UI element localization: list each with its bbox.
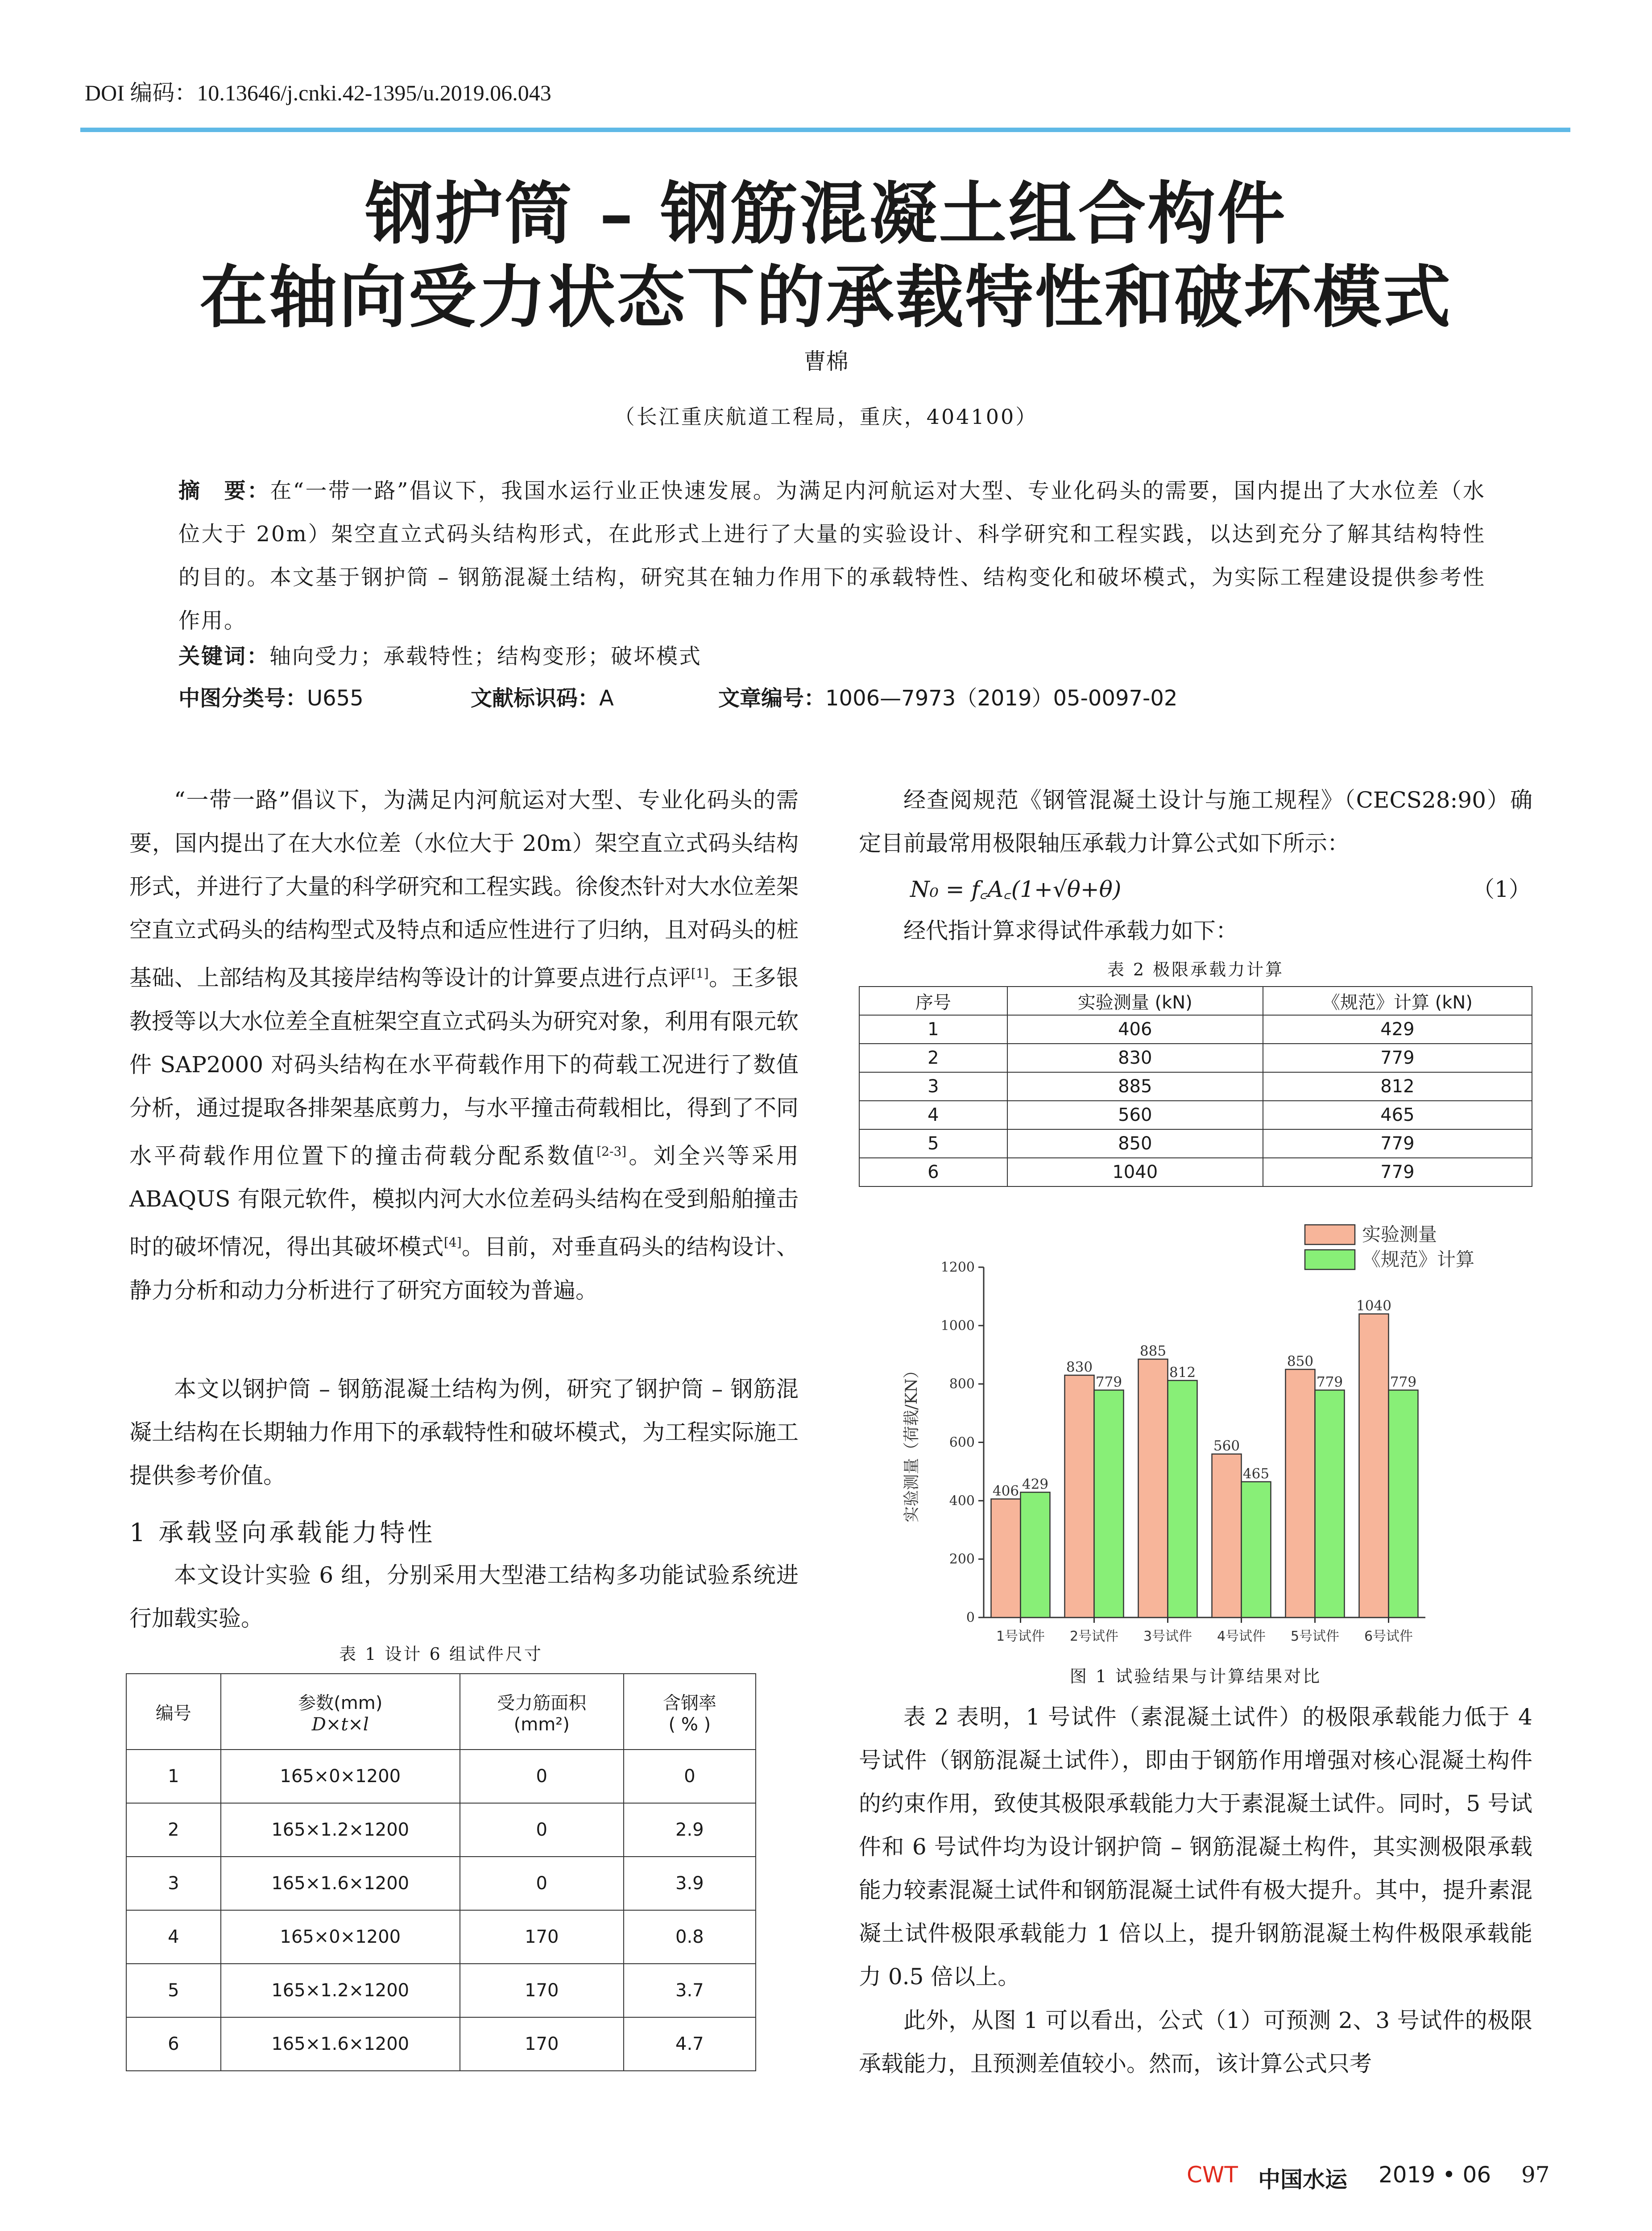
table-cell: 812: [1263, 1072, 1532, 1101]
table-row: [859, 1129, 1532, 1158]
clc-label: 中图分类号：: [178, 686, 307, 711]
table-cell: 6: [126, 2017, 221, 2071]
doc-value: A: [599, 686, 614, 711]
table-cell: 165×1.6×1200: [221, 2017, 460, 2071]
figure1-caption: 图 1 试验结果与计算结果对比: [1069, 1667, 1322, 1686]
table-cell: 4.7: [624, 2017, 756, 2071]
art-value: 1006—7973（2019）05-0097-02: [825, 686, 1178, 711]
table-row: [126, 1750, 756, 1803]
data-label: 1040: [1356, 1298, 1391, 1314]
table-cell: 5: [126, 1964, 221, 2017]
section-heading-1: 1 承载竖向承载能力特性: [129, 1518, 435, 1547]
table-cell: 165×0×1200: [221, 1910, 460, 1964]
citation-1: [1]: [691, 966, 709, 981]
left-paragraph-2: 本文以钢护筒 – 钢筋混凝土结构为例，研究了钢护筒 – 钢筋混凝土结构在长期轴力作用下的承载特性和破坏模式，为工程实际施工提供参考价值。: [129, 1376, 799, 1489]
table-row: [126, 1964, 756, 2017]
table-cell: 779: [1263, 1129, 1532, 1158]
legend-label: 实验测量: [1362, 1223, 1437, 1245]
left-paragraph-3: 本文设计实验 6 组，分别采用大型港工结构多功能试验系统进行加载实验。: [129, 1562, 799, 1631]
data-label: 779: [1316, 1374, 1343, 1390]
y-tick-label: 1000: [940, 1318, 975, 1334]
y-tick-label: 0: [966, 1610, 975, 1626]
y-tick-label: 600: [949, 1435, 975, 1451]
table-row: [859, 1072, 1532, 1101]
table2-header-measured: 实验测量 (kN): [1007, 987, 1263, 1015]
table-cell: 4: [859, 1101, 1007, 1129]
header-params-formula: D×t×l: [311, 1714, 369, 1735]
table-cell: 170: [460, 1964, 624, 2017]
table1-header-id: 编号: [126, 1674, 221, 1750]
formula-1: N₀ = f꜀A꜀(1+√θ+θ): [910, 876, 1122, 902]
citation-3: [4]: [444, 1235, 462, 1250]
formula-number: （1）: [1472, 876, 1531, 902]
table-cell: 406: [1007, 1015, 1263, 1044]
table-row: [126, 1803, 756, 1857]
table-cell: 2.9: [624, 1803, 756, 1857]
table-cell: 830: [1007, 1044, 1263, 1072]
data-label: 779: [1095, 1374, 1122, 1390]
legend-label: 《规范》计算: [1362, 1248, 1475, 1270]
bar-chart: [859, 1214, 1537, 1660]
y-tick-label: 400: [949, 1493, 975, 1509]
table-cell: 2: [859, 1044, 1007, 1072]
clc-value: U655: [307, 686, 364, 711]
table-cell: 165×0×1200: [221, 1750, 460, 1803]
legend-swatch: [1305, 1250, 1355, 1269]
data-label: 830: [1066, 1359, 1093, 1376]
table-row: [126, 1857, 756, 1910]
document-code: [471, 681, 614, 712]
keywords-text: 轴向受力；承载特性；结构变形；破坏模式: [269, 644, 702, 669]
x-tick-label: 1号试件: [996, 1629, 1045, 1644]
author: 曹棉: [803, 348, 849, 374]
table-cell: 165×1.6×1200: [221, 1857, 460, 1910]
table1-header-ratio: [624, 1674, 756, 1750]
bar-measured: [1065, 1375, 1094, 1617]
x-tick-label: 4号试件: [1217, 1629, 1266, 1644]
table-cell: 165×1.2×1200: [221, 1803, 460, 1857]
legend-swatch: [1305, 1225, 1355, 1244]
table1-caption: 表 1 设计 6 组试件尺寸: [339, 1644, 543, 1664]
table-cell: 3: [859, 1072, 1007, 1101]
table-cell: 6: [859, 1158, 1007, 1186]
x-tick-label: 3号试件: [1143, 1629, 1192, 1644]
header-area-unit: (mm²): [513, 1714, 570, 1735]
table-cell: 5: [859, 1129, 1007, 1158]
cwt-logo-text: CWT: [1187, 2162, 1238, 2188]
title-line-2: 在轴向受力状态下的承载特性和破坏模式: [199, 257, 1453, 337]
journal-name: 中国水运: [1258, 2166, 1347, 2193]
table-cell: 1040: [1007, 1158, 1263, 1186]
clc-number: [178, 681, 364, 712]
table2-header-calculated: 《规范》计算 (kN): [1263, 987, 1532, 1015]
citation-2: [2-3]: [596, 1144, 627, 1159]
bar-calculated: [1168, 1381, 1197, 1617]
table-cell: 429: [1263, 1015, 1532, 1044]
issue-number: 2019 • 06: [1379, 2162, 1491, 2188]
table-cell: 850: [1007, 1129, 1263, 1158]
left-paragraph-1: [129, 779, 799, 1312]
table-cell: 170: [460, 2017, 624, 2071]
abstract-text: 在“一带一路”倡议下，我国水运行业正快速发展。为满足内河航运对大型、专业化码头的需要，国内提出了大水位差（水位大于 20m）架空直立式码头结构形式，在此形式上进行了大量的实验设计、科学研究和工程实践，以达到充分了解其结构特性的目的。本文基于钢护筒 – 钢筋混凝土结构，研究其在轴力作用下的承载特性、结构变化和破坏模式，为实际工程建设提供参考性作用。: [178, 478, 1486, 633]
table-cell: 0: [460, 1803, 624, 1857]
affiliation: （长江重庆航道工程局，重庆，404100）: [614, 405, 1038, 429]
table-cell: 560: [1007, 1101, 1263, 1129]
table-row: [859, 1101, 1532, 1129]
table-cell: 4: [126, 1910, 221, 1964]
table-cell: 0: [460, 1857, 624, 1910]
para1-a: “一带一路”倡议下，为满足内河航运对大型、专业化码头的需要，国内提出了在大水位差（水位大于 20m）架空直立式码头结构形式，并进行了大量的科学研究和工程实践。徐俊杰针对大水位差架空直立式码头的结构型式及特点和适应性进行了归纳，且对码头的桩基础、上部结构及其接岸结构等设计的计算要点进行点评: [129, 787, 799, 991]
y-tick-label: 1200: [940, 1260, 975, 1275]
y-tick-label: 800: [949, 1376, 975, 1392]
bar-measured: [991, 1499, 1021, 1617]
doc-label: 文献标识码：: [471, 686, 600, 711]
table-cell: 3: [126, 1857, 221, 1910]
bar-calculated: [1242, 1482, 1271, 1617]
data-label: 406: [992, 1483, 1019, 1499]
table-cell: 1: [126, 1750, 221, 1803]
table-cell: 465: [1263, 1101, 1532, 1129]
data-label: 812: [1169, 1364, 1196, 1381]
header-ratio-unit: ( % ): [668, 1714, 711, 1735]
table-cell: 0.8: [624, 1910, 756, 1964]
right-paragraph-2: 经代指计算求得试件承载力如下：: [903, 918, 1238, 944]
table2-header-id: 序号: [859, 987, 1007, 1015]
bar-calculated: [1021, 1492, 1050, 1617]
y-tick-label: 200: [949, 1551, 975, 1568]
table-cell: 0: [460, 1750, 624, 1803]
table-cell: 3.9: [624, 1857, 756, 1910]
x-tick-label: 6号试件: [1364, 1629, 1413, 1644]
table-cell: 1: [859, 1015, 1007, 1044]
bar-measured: [1139, 1359, 1168, 1617]
bar-calculated: [1315, 1390, 1345, 1617]
table1-header-area: [460, 1674, 624, 1750]
table1-header-params: [221, 1674, 460, 1750]
table-cell: 165×1.2×1200: [221, 1964, 460, 2017]
doi-line: DOI 编码：10.13646/j.cnki.42-1395/u.2019.06.043: [85, 80, 551, 105]
page-number: 97: [1521, 2162, 1550, 2188]
table2: [859, 986, 1532, 1187]
abstract-label: 摘 要：: [178, 478, 270, 503]
header-ratio-label: 含钢率: [662, 1692, 716, 1713]
para1-b: 。王多银教授等以大水位差全直桩架空直立式码头为研究对象，利用有限元软件 SAP2000 对码头结构在水平荷载作用下的荷载工况进行了数值分析，通过提取各排架基底剪力，与水平撞击荷载相比，得到了不同水平荷载作用位置下的撞击荷载分配系数值: [129, 965, 799, 1169]
bar-measured: [1286, 1369, 1315, 1617]
header-area-label: 受力筋面积: [497, 1692, 587, 1713]
table-row: [859, 1044, 1532, 1072]
data-label: 885: [1139, 1343, 1167, 1360]
header-params-label: 参数(mm): [298, 1692, 383, 1713]
bar-measured: [1212, 1454, 1242, 1617]
article-number: [718, 681, 1177, 712]
data-label: 465: [1242, 1465, 1270, 1482]
table-cell: 170: [460, 1910, 624, 1964]
table1: [126, 1673, 756, 2071]
table2-caption: 表 2 极限承载力计算: [1107, 960, 1284, 979]
right-paragraph-1: 经查阅规范《钢管混凝土设计与施工规程》（CECS28:90）确定目前最常用极限轴压承载力计算公式如下所示：: [859, 787, 1532, 856]
abstract: [178, 469, 1486, 643]
bar-calculated: [1094, 1390, 1124, 1617]
data-label: 850: [1287, 1353, 1314, 1369]
header-rule: [80, 128, 1570, 132]
data-label: 779: [1390, 1374, 1417, 1390]
table-row: [126, 2017, 756, 2071]
bar-measured: [1359, 1314, 1389, 1617]
para1-d: 。目前，对垂直码头的结构设计、静力分析和动力分析进行了研究方面较为普遍。: [129, 1234, 799, 1303]
table-cell: 779: [1263, 1044, 1532, 1072]
x-tick-label: 5号试件: [1290, 1629, 1340, 1644]
art-label: 文章编号：: [718, 686, 826, 711]
keywords-label: 关键词：: [178, 644, 270, 669]
y-axis-label: 实验测量（荷载/KN）: [903, 1362, 921, 1522]
bar-calculated: [1389, 1390, 1418, 1617]
table-row: [859, 1015, 1532, 1044]
right-paragraph-3: 表 2 表明，1 号试件（素混凝土试件）的极限承载能力低于 4 号试件（钢筋混凝土试件），即由于钢筋作用增强对核心混凝土构件的约束作用，致使其极限承载能力大于素混凝土试件。同时，5 号试件和 6 号试件均为设计钢护筒 – 钢筋混凝土构件，其实测极限承载能力较素混凝土试件和钢筋混凝土试件有极大提升。其中，提升素混凝土试件极限承载能力 1 倍以上，提升钢筋混凝土构件极限承载能力 0.5 倍以上。: [859, 1704, 1532, 1990]
table-row: [126, 1910, 756, 1964]
table-cell: 885: [1007, 1072, 1263, 1101]
table-row: [859, 1158, 1532, 1186]
table-cell: 2: [126, 1803, 221, 1857]
table-cell: 779: [1263, 1158, 1532, 1186]
table-cell: 0: [624, 1750, 756, 1803]
data-label: 429: [1022, 1476, 1049, 1493]
table-cell: 3.7: [624, 1964, 756, 2017]
data-label: 560: [1213, 1438, 1240, 1454]
para1-c: 。刘全兴等采用 ABAQUS 有限元软件，模拟内河大水位差码头结构在受到船舶撞击时的破坏情况，得出其破坏模式: [129, 1143, 799, 1260]
title-line-1: 钢护筒 – 钢筋混凝土组合构件: [365, 174, 1287, 253]
keywords: [178, 639, 702, 670]
x-tick-label: 2号试件: [1069, 1629, 1119, 1644]
right-paragraph-4: 此外，从图 1 可以看出，公式（1）可预测 2、3 号试件的极限承载能力，且预测差值较小。然而，该计算公式只考: [859, 2007, 1532, 2077]
